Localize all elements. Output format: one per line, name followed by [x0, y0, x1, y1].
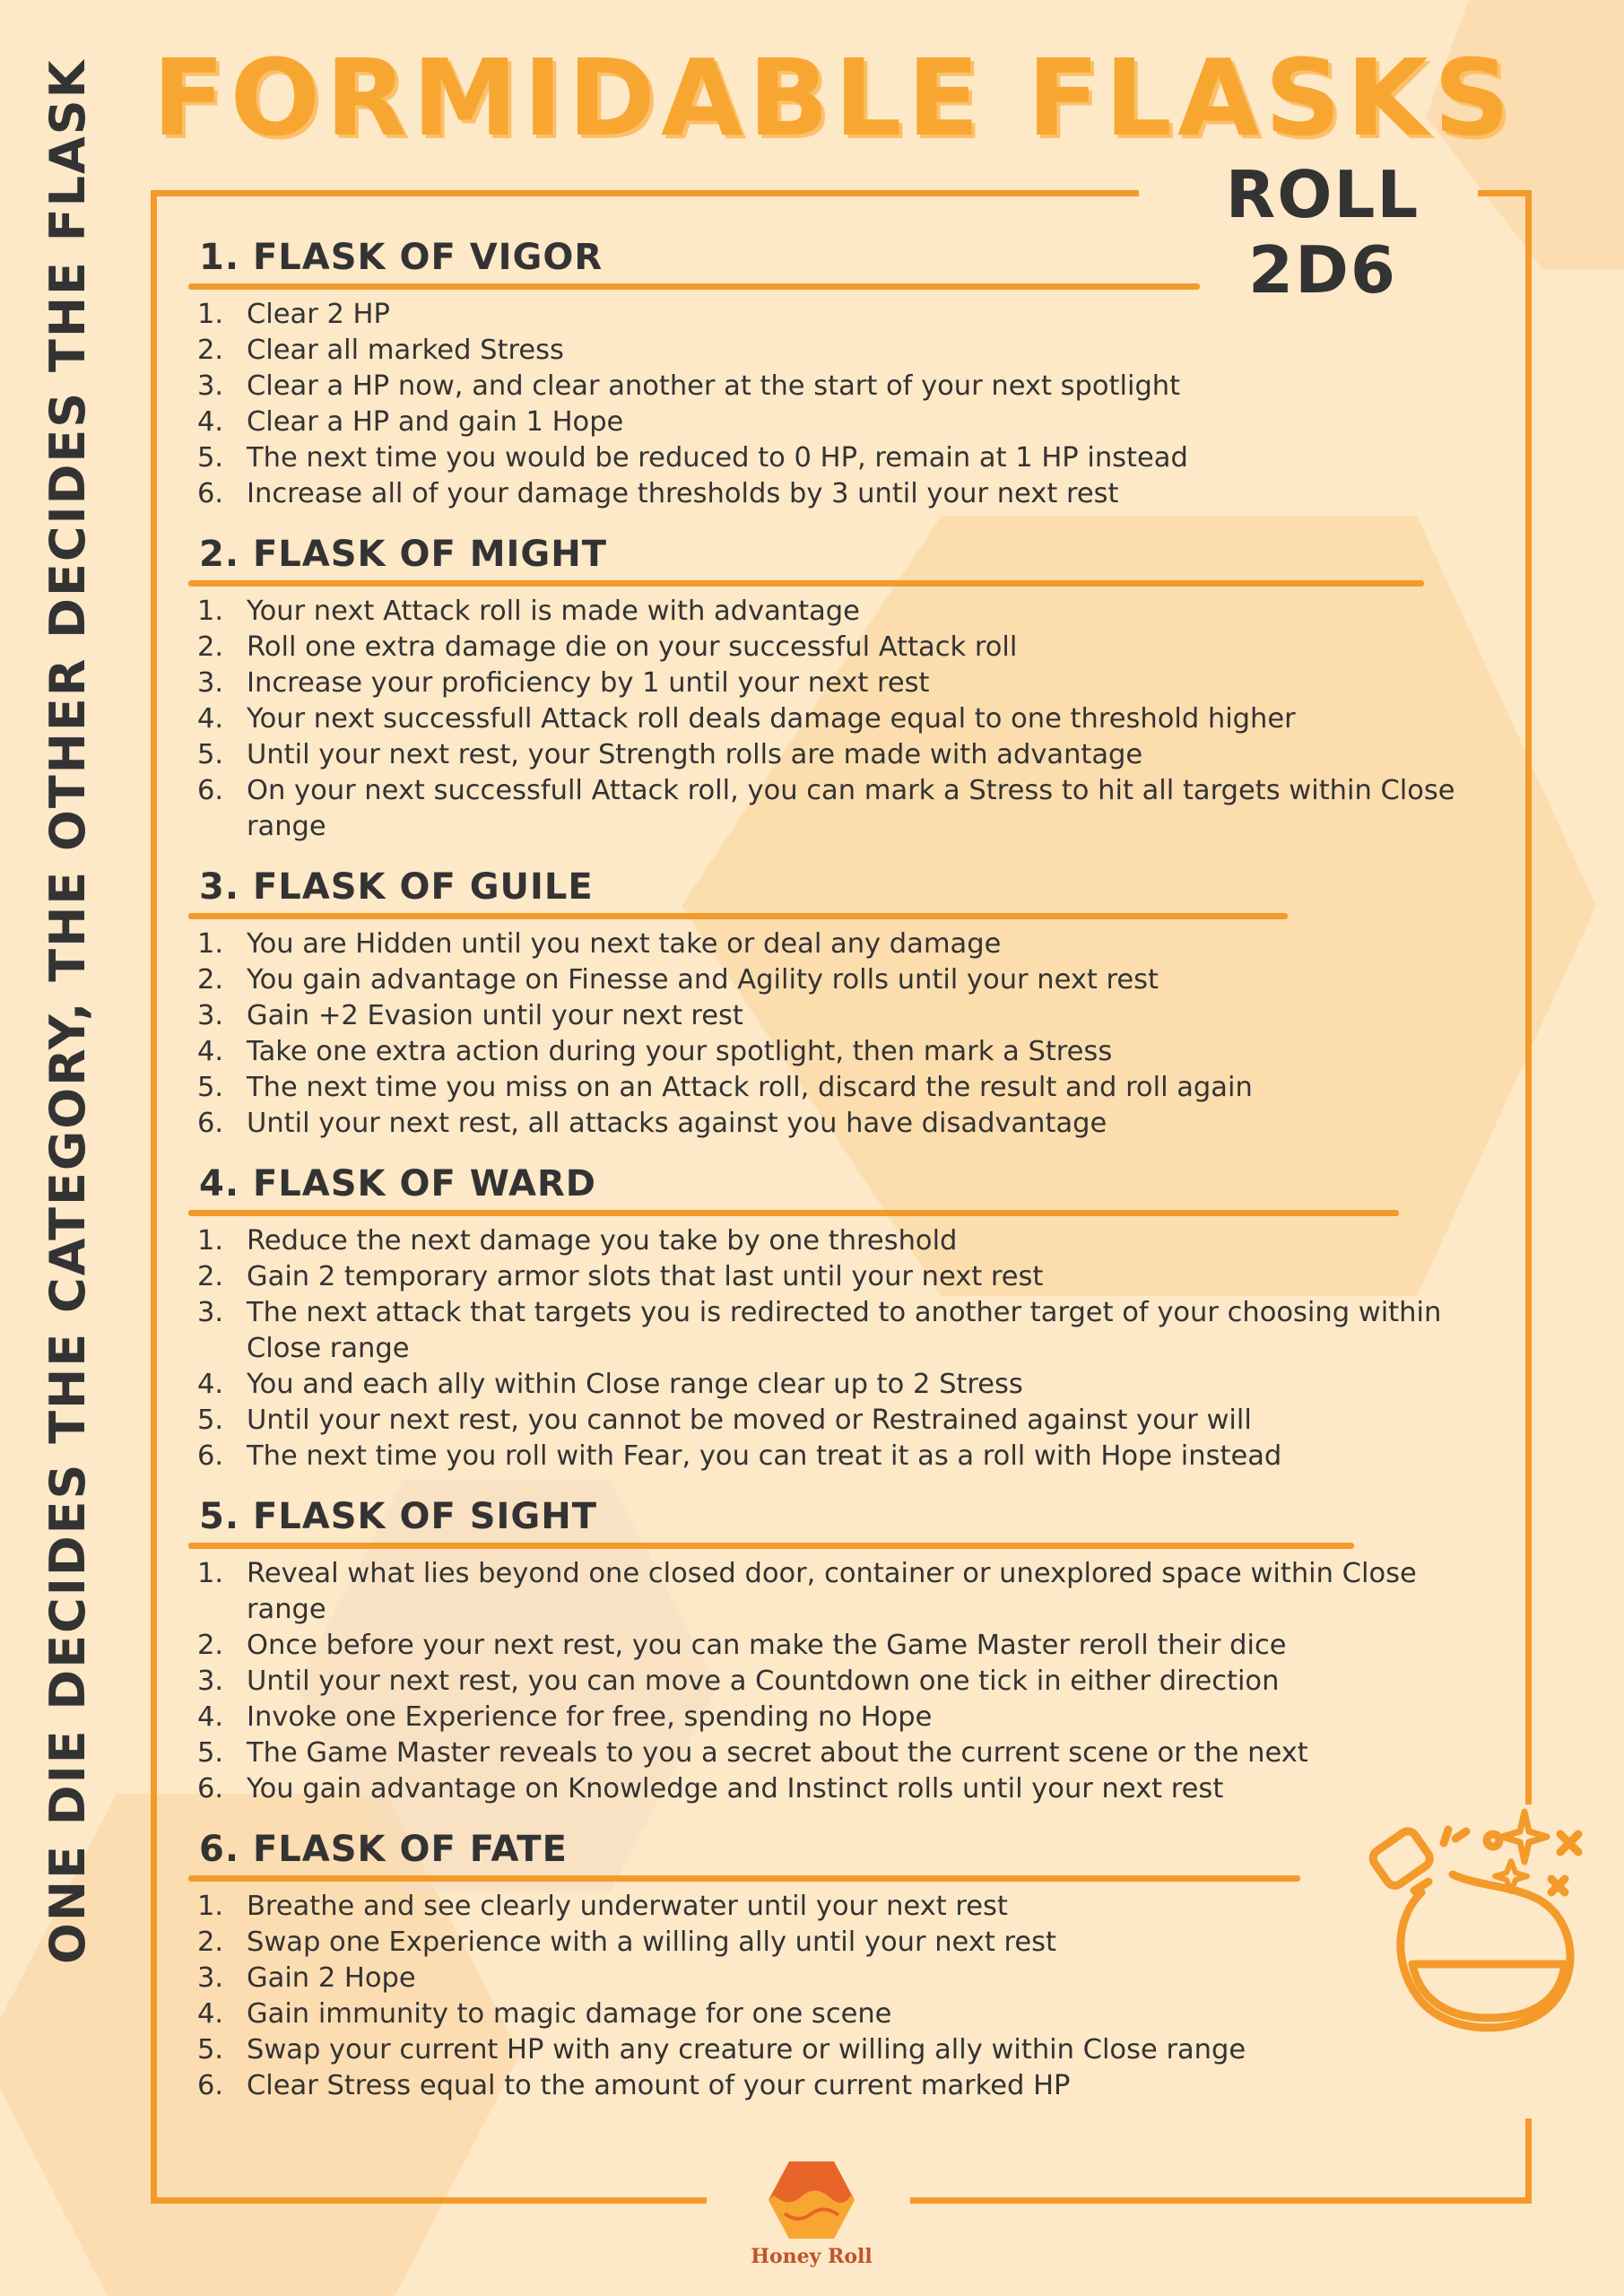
list-item: [188, 1070, 1462, 1106]
flask-list: [188, 1556, 1462, 1807]
frame-right-bottom: [1525, 2118, 1532, 2204]
item-number: 6.: [197, 478, 224, 509]
item-text: Until your next rest, your Strength rolls are made with advantage: [247, 739, 1143, 770]
item-text: Increase all of your damage thresholds by 3 until your next rest: [247, 478, 1119, 509]
flask-list: [188, 297, 1462, 512]
item-text: The Game Master reveals to you a secret about the current scene or the next: [247, 1737, 1308, 1769]
item-number: 5.: [197, 1072, 224, 1103]
item-text: Your next successfull Attack roll deals damage equal to one threshold higher: [247, 703, 1296, 735]
frame-bottom-right: [910, 2197, 1532, 2204]
item-number: 4.: [197, 406, 224, 438]
item-text: Until your next rest, you can move a Countdown one tick in either direction: [247, 1665, 1280, 1697]
list-item: [188, 1961, 1462, 1996]
item-text: Increase your proficiency by 1 until your next rest: [247, 667, 930, 699]
list-item: [188, 773, 1462, 845]
flask-section: [188, 235, 1462, 512]
item-number: 1.: [197, 1558, 224, 1589]
frame-right-top: [1525, 190, 1532, 1805]
item-text: Once before your next rest, you can make the Game Master reroll their dice: [247, 1630, 1287, 1661]
item-number: 6.: [197, 1108, 224, 1139]
item-number: 2.: [197, 631, 224, 663]
brand-name: Honey Roll: [751, 2245, 873, 2268]
list-item: [188, 665, 1462, 701]
list-item: [188, 1925, 1462, 1961]
item-text: Clear a HP now, and clear another at the start of your next spotlight: [247, 370, 1181, 402]
frame-top-right: [1478, 190, 1532, 196]
item-text: The next time you miss on an Attack roll, discard the result and roll again: [247, 1072, 1253, 1103]
item-text: Clear all marked Stress: [247, 335, 564, 366]
list-item: [188, 998, 1462, 1034]
list-item: [188, 962, 1462, 998]
list-item: [188, 1556, 1462, 1628]
flask-table: [188, 235, 1462, 2124]
flask-list: [188, 1889, 1462, 2104]
list-item: [188, 594, 1462, 630]
section-divider: [188, 1543, 1354, 1549]
flask-section: [188, 865, 1462, 1142]
item-text: Gain 2 Hope: [247, 1962, 416, 1994]
item-text: You gain advantage on Knowledge and Instinct rolls until your next rest: [247, 1773, 1224, 1805]
flask-section: [188, 1494, 1462, 1807]
item-number: 6.: [197, 1440, 224, 1472]
section-heading: 6. FLASK OF FATE: [199, 1829, 568, 1870]
list-item: [188, 1439, 1462, 1474]
flask-icon: [1359, 1803, 1605, 2058]
section-heading: 4. FLASK OF WARD: [199, 1163, 596, 1205]
item-number: 6.: [197, 1773, 224, 1805]
section-heading: 2. FLASK OF MIGHT: [199, 534, 607, 575]
list-item: [188, 1106, 1462, 1142]
item-number: 2.: [197, 1261, 224, 1292]
item-text: The next time you roll with Fear, you can treat it as a roll with Hope instead: [247, 1440, 1282, 1472]
vertical-instruction: ONE DIE DECIDES THE CATEGORY, THE OTHER DECIDES THE FLASK: [39, 58, 96, 1964]
item-number: 4.: [197, 703, 224, 735]
section-heading: 3. FLASK OF GUILE: [199, 866, 594, 908]
section-divider: [188, 283, 1200, 290]
honeycomb-logo-icon: [767, 2160, 856, 2240]
item-text: Gain 2 temporary armor slots that last until your next rest: [247, 1261, 1044, 1292]
item-number: 1.: [197, 1225, 224, 1257]
item-number: 2.: [197, 1926, 224, 1958]
item-number: 3.: [197, 1297, 224, 1328]
list-item: [188, 1700, 1462, 1735]
section-divider: [188, 913, 1288, 919]
list-item: [188, 1367, 1462, 1403]
flask-list: [188, 926, 1462, 1142]
item-number: 6.: [197, 775, 224, 806]
section-heading: 5. FLASK OF SIGHT: [199, 1496, 597, 1537]
item-text: The next time you would be reduced to 0 HP, remain at 1 HP instead: [247, 442, 1188, 474]
item-number: 5.: [197, 1405, 224, 1436]
list-item: [188, 333, 1462, 369]
item-text: Gain immunity to magic damage for one scene: [247, 1998, 892, 2030]
item-text: You are Hidden until you next take or deal any damage: [247, 928, 1002, 960]
list-item: [188, 926, 1462, 962]
item-text: Until your next rest, you cannot be moved or Restrained against your will: [247, 1405, 1252, 1436]
flask-list: [188, 1223, 1462, 1474]
item-number: 4.: [197, 1701, 224, 1733]
list-item: [188, 1771, 1462, 1807]
item-number: 1.: [197, 928, 224, 960]
item-text: The next attack that targets you is redirected to another target of your choosing within Close range: [247, 1297, 1442, 1364]
item-text: You and each ally within Close range clear up to 2 Stress: [247, 1369, 1023, 1400]
flask-section: [188, 1827, 1462, 2104]
item-number: 5.: [197, 442, 224, 474]
item-text: Until your next rest, all attacks against you have disadvantage: [247, 1108, 1107, 1139]
item-number: 6.: [197, 2070, 224, 2101]
list-item: [188, 369, 1462, 404]
item-text: Invoke one Experience for free, spending no Hope: [247, 1701, 933, 1733]
list-item: [188, 701, 1462, 737]
item-number: 5.: [197, 739, 224, 770]
item-text: Swap your current HP with any creature or willing ally within Close range: [247, 2034, 1246, 2066]
section-divider: [188, 1210, 1399, 1216]
item-text: Your next Attack roll is made with advantage: [247, 596, 860, 627]
list-item: [188, 404, 1462, 440]
item-number: 3.: [197, 370, 224, 402]
item-text: On your next successfull Attack roll, you can mark a Stress to hit all targets within Close range: [247, 775, 1455, 842]
list-item: [188, 440, 1462, 476]
list-item: [188, 630, 1462, 665]
list-item: [188, 1295, 1462, 1367]
list-item: [188, 737, 1462, 773]
item-number: 4.: [197, 1036, 224, 1067]
item-text: Clear Stress equal to the amount of your current marked HP: [247, 2070, 1071, 2101]
item-text: Gain +2 Evasion until your next rest: [247, 1000, 743, 1031]
flask-section: [188, 1161, 1462, 1474]
item-number: 5.: [197, 1737, 224, 1769]
item-text: Reveal what lies beyond one closed door, container or unexplored space within Close range: [247, 1558, 1417, 1625]
item-text: Reduce the next damage you take by one threshold: [247, 1225, 958, 1257]
item-text: Clear 2 HP: [247, 299, 390, 330]
section-divider: [188, 580, 1424, 587]
list-item: [188, 1889, 1462, 1925]
list-item: [188, 476, 1462, 512]
list-item: [188, 1628, 1462, 1664]
frame-top-left: [151, 190, 1139, 196]
page-title: FORMIDABLE FLASKS: [152, 36, 1515, 160]
item-number: 3.: [197, 1962, 224, 1994]
item-text: Roll one extra damage die on your successful Attack roll: [247, 631, 1018, 663]
item-number: 4.: [197, 1369, 224, 1400]
item-number: 3.: [197, 1665, 224, 1697]
list-item: [188, 1664, 1462, 1700]
list-item: [188, 1735, 1462, 1771]
item-number: 1.: [197, 299, 224, 330]
list-item: [188, 1996, 1462, 2032]
frame-bottom-left: [151, 2197, 707, 2204]
roll-instruction: ROLL 2D6: [1225, 157, 1420, 308]
list-item: [188, 2032, 1462, 2068]
item-number: 1.: [197, 1891, 224, 1922]
item-text: Swap one Experience with a willing ally until your next rest: [247, 1926, 1056, 1958]
flask-list: [188, 594, 1462, 845]
item-number: 1.: [197, 596, 224, 627]
list-item: [188, 1223, 1462, 1259]
section-heading: 1. FLASK OF VIGOR: [199, 237, 604, 278]
item-number: 3.: [197, 1000, 224, 1031]
item-text: Take one extra action during your spotlight, then mark a Stress: [247, 1036, 1113, 1067]
item-number: 3.: [197, 667, 224, 699]
item-text: Clear a HP and gain 1 Hope: [247, 406, 624, 438]
item-number: 5.: [197, 2034, 224, 2066]
list-item: [188, 1259, 1462, 1295]
list-item: [188, 1403, 1462, 1439]
flask-section: [188, 532, 1462, 845]
section-divider: [188, 1875, 1300, 1882]
item-text: Breathe and see clearly underwater until your next rest: [247, 1891, 1008, 1922]
list-item: [188, 1034, 1462, 1070]
item-number: 2.: [197, 335, 224, 366]
list-item: [188, 297, 1462, 333]
item-number: 2.: [197, 964, 224, 996]
item-number: 2.: [197, 1630, 224, 1661]
frame-left: [151, 190, 157, 2204]
list-item: [188, 2068, 1462, 2104]
item-number: 4.: [197, 1998, 224, 2030]
item-text: You gain advantage on Finesse and Agility rolls until your next rest: [247, 964, 1159, 996]
